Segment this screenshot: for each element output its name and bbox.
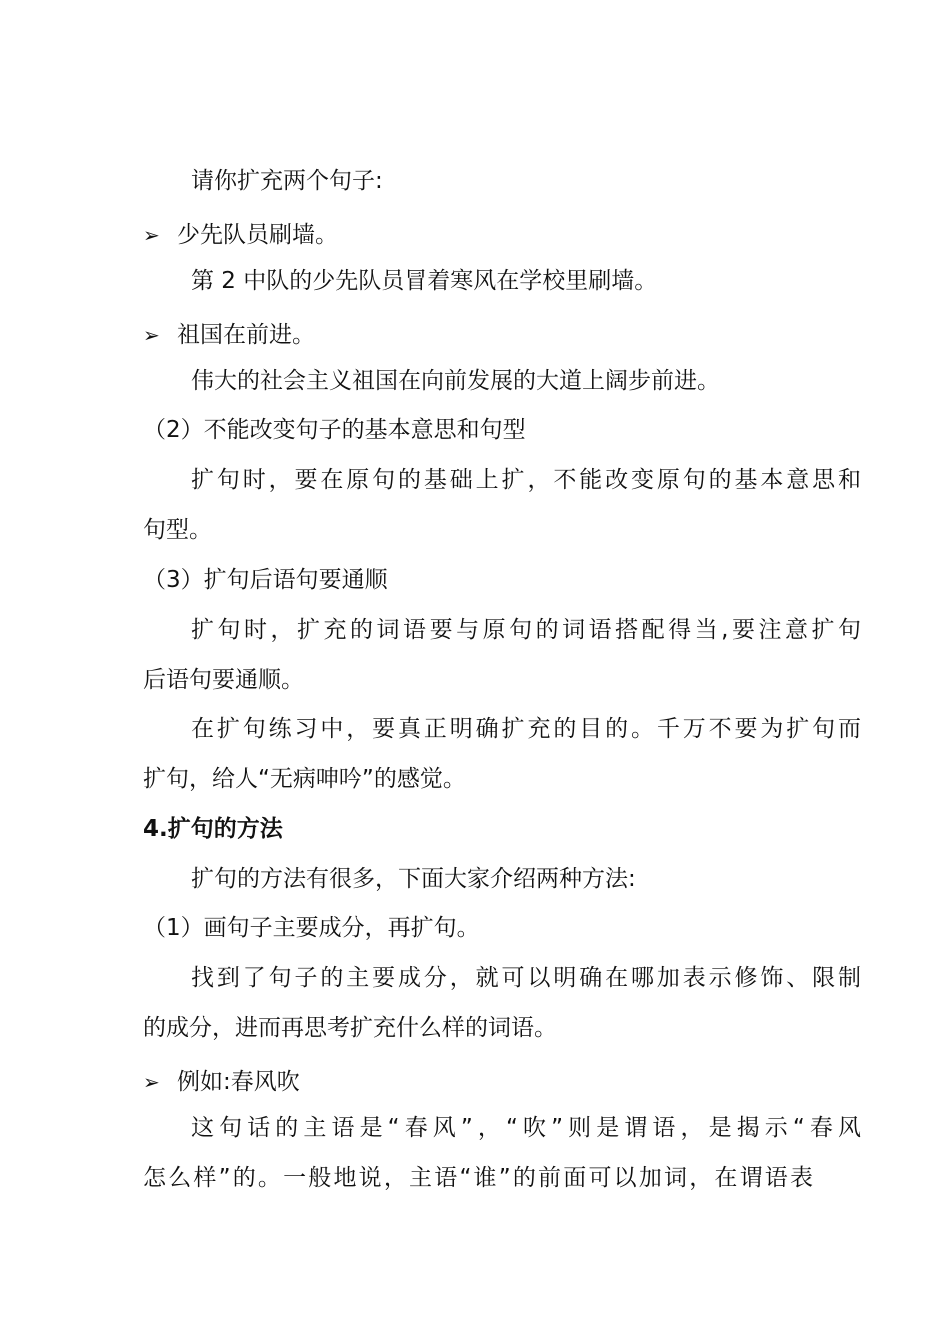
arrow-bullet-icon: ➢	[143, 223, 160, 247]
bullet-item-example-1	[143, 220, 847, 250]
paragraph-line: 这句话的主语是“春风”，“吹”则是谓语，是揭示“春风	[191, 1115, 861, 1141]
subheading-3: （3）扩句后语句要通顺	[143, 567, 388, 593]
arrow-bullet-icon: ➢	[143, 323, 160, 347]
paragraph-line: 扩句的方法有很多，下面大家介绍两种方法:	[191, 866, 636, 892]
bullet-item-example-3	[143, 1067, 847, 1097]
bullet-item-example-2	[143, 320, 847, 350]
paragraph-line: 的成分，进而再思考扩充什么样的词语。	[143, 1015, 557, 1041]
paragraph-line: 扩句时，扩充的词语要与原句的词语搭配得当,要注意扩句	[191, 617, 861, 643]
paragraph-example-1-expanded: 第 2 中队的少先队员冒着寒风在学校里刷墙。	[191, 268, 658, 294]
paragraph-intro: 请你扩充两个句子:	[191, 168, 383, 194]
paragraph-line: 在扩句练习中，要真正明确扩充的目的。千万不要为扩句而	[191, 716, 861, 742]
paragraph-line: 后语句要通顺。	[143, 667, 304, 693]
subheading-2: （2）不能改变句子的基本意思和句型	[143, 417, 526, 443]
paragraph-line: 句型。	[143, 517, 212, 543]
paragraph-line: 扩句，给人“无病呻吟”的感觉。	[143, 766, 466, 792]
bullet-text: 少先队员刷墙。	[177, 222, 338, 248]
paragraph-line: 扩句时，要在原句的基础上扩，不能改变原句的基本意思和	[191, 467, 861, 493]
bullet-text: 例如:春风吹	[177, 1069, 300, 1095]
section-heading-4: 4.扩句的方法	[143, 816, 283, 842]
paragraph-line: 找到了句子的主要成分，就可以明确在哪加表示修饰、限制	[191, 965, 861, 991]
arrow-bullet-icon: ➢	[143, 1070, 160, 1094]
bullet-text: 祖国在前进。	[177, 322, 315, 348]
paragraph-line: 怎么样”的。一般地说，主语“谁”的前面可以加词，在谓语表	[143, 1165, 813, 1191]
subheading-1: （1）画句子主要成分，再扩句。	[143, 915, 480, 941]
paragraph-example-2-expanded: 伟大的社会主义祖国在向前发展的大道上阔步前进。	[191, 368, 720, 394]
